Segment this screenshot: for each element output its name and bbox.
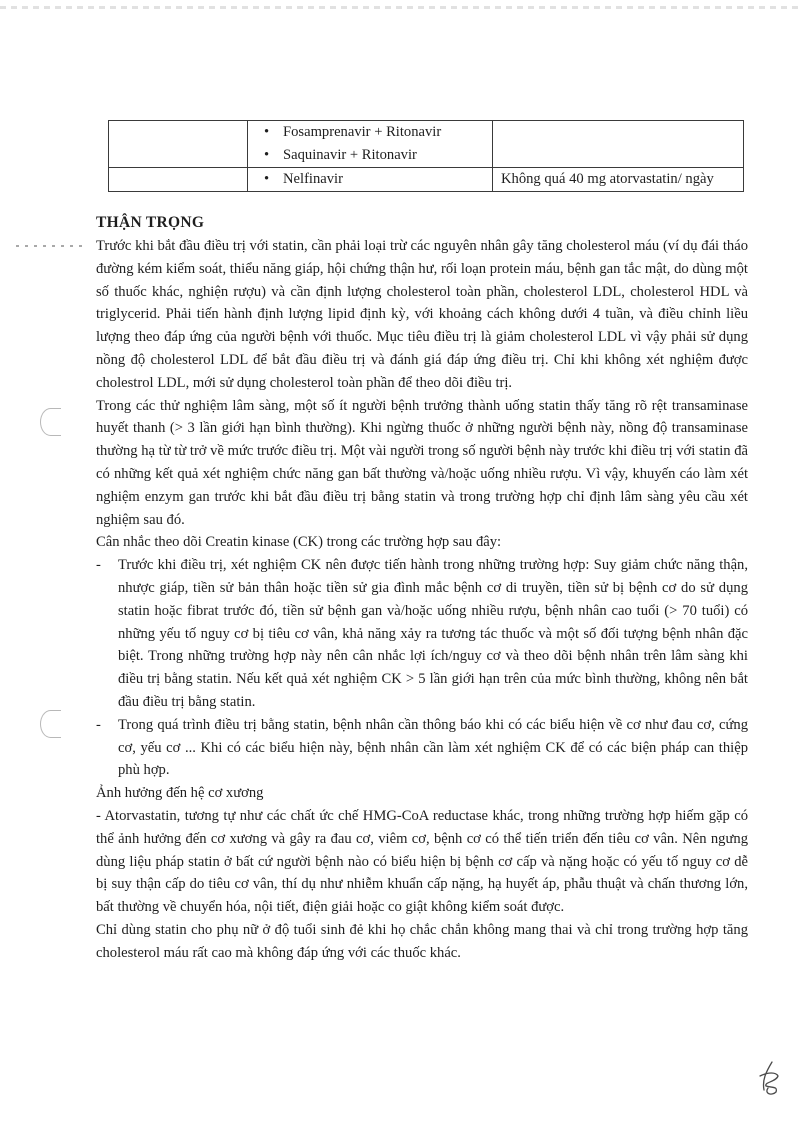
- drug-interaction-table: [108, 120, 744, 192]
- table-row: [109, 168, 744, 192]
- list-item: [96, 554, 748, 714]
- drug-list-item: [258, 168, 492, 191]
- drug-name: Nelfinavir: [283, 171, 343, 187]
- table-row: [109, 121, 744, 168]
- drug-list-item: [258, 144, 492, 167]
- paragraph-transaminase: Trong các thử nghiệm lâm sàng, một số ít người bệnh trưởng thành uống statin thấy tăng rõ rệt transaminase huyết thanh (> 3 lần giới hạn bình thường). Khi ngừng thuốc ở những người bệnh này, nồng độ transaminase thường hạ từ từ trở về mức trước điều trị. Một vài người trong số người bệnh này trước khi điều trị với statin đã có những kết quả xét nghiệm chức năng gan bất thường và/hoặc uống nhiều rượu. Vì vậy, khuyến cáo làm xét nghiệm enzym gan trước khi bắt đầu điều trị bằng statin và trong trường hợp chỉ định lâm sàng yêu cầu xét nghiệm sau đó.: [96, 397, 748, 528]
- list-item-text: Trước khi điều trị, xét nghiệm CK nên được tiến hành trong những trường hợp: Suy giảm chức năng thận, nhược giáp, tiền sử bản thân hoặc tiền sử gia đình mắc bệnh cơ di truyền, tiền sử bị bệnh cơ do sử dụng statin hoặc fibrat trước đó, tiền sử bệnh gan và/hoặc uống nhiều rượu, bệnh nhân cao tuổi (> 70 tuổi) có những yếu tố nguy cơ bị tiêu cơ vân, khả năng xảy ra tương tác thuốc và một số đối tượng bệnh nhân đặc biệt. Trong những trường hợp này nên cân nhắc lợi ích/nguy cơ và theo dõi bệnh nhân trên lâm sàng khi điều trị bằng statin. Nếu kết quả xét nghiệm CK > 5 lần giới hạn trên của mức bình thường, không nên bắt đầu điều trị bằng statin.: [118, 557, 748, 710]
- bullet: •: [264, 171, 270, 187]
- drug-list-item: [258, 121, 492, 144]
- paragraph-musculoskeletal: - Atorvastatin, tương tự như các chất ức chế HMG-CoA reductase khác, trong những trường hợp hiếm gặp có thể ảnh hưởng đến cơ xương và gây ra đau cơ, viêm cơ, bệnh cơ có thể tiến triển đến tiêu cơ vân. Nên ngưng dùng liệu pháp statin ở bất cứ người bệnh nào có biểu hiện bị bệnh cơ cấp và nặng hoặc có yếu tố nguy cơ dễ bị suy thận cấp do tiêu cơ vân, thí dụ như nhiễm khuẩn cấp nặng, hạ huyết áp, phẫu thuật và chấn thương lớn, bất thường về chuyển hóa, nội tiết, điện giải hoặc co giật không kiểm soát được.: [96, 807, 748, 916]
- paragraph-lipid-testing: Trước khi bắt đầu điều trị với statin, cần phải loại trừ các nguyên nhân gây tăng cholesterol máu (ví dụ đái tháo đường kém kiểm soát, thiểu năng giáp, hội chứng thận hư, rối loạn protein máu, bệnh gan tắc mật, do dùng một số thuốc khác, nghiện rượu) và cần định lượng cholesterol toàn phần, cholesterol LDL, cholesterol HDL và triglycerid. Phải tiến hành định lượng lipid định kỳ, với khoảng cách không dưới 4 tuần, và điều chỉnh liều lượng theo đáp ứng của người bệnh với thuốc. Mục tiêu điều trị là giảm cholesterol LDL vì vậy phải sử dụng nồng độ cholesterol LDL để bắt đầu điều trị và đánh giá đáp ứng điều trị. Chỉ khi không xét nghiệm được cholestrol LDL, mới sử dụng cholesterol toàn phần để theo dõi điều trị.: [96, 238, 748, 391]
- subsection-title: Ảnh hưởng đến hệ cơ xương: [96, 785, 264, 802]
- list-item-text: Trong quá trình điều trị bằng statin, bệnh nhân cần thông báo khi có các biểu hiện về cơ như đau cơ, cứng cơ, yếu cơ ... Khi có các biểu hiện này, bệnh nhân cần làm xét nghiệm CK để có các biện pháp can thiệp phù hợp.: [118, 716, 748, 779]
- table-cell-drugs: [248, 121, 493, 168]
- dash-marker: -: [96, 557, 101, 574]
- margin-scan-mark: [16, 245, 86, 247]
- punch-hole-mark: [40, 408, 61, 436]
- bullet: •: [264, 124, 270, 140]
- dash-marker: -: [96, 716, 101, 733]
- drug-name: Fosamprenavir + Ritonavir: [283, 124, 442, 140]
- bullet: •: [264, 147, 270, 163]
- drug-name: Saquinavir + Ritonavir: [283, 147, 417, 163]
- section-heading: THẬN TRỌNG: [96, 214, 205, 231]
- signature-stroke: [760, 1062, 778, 1094]
- punch-hole-mark: [40, 710, 61, 738]
- table-cell-dose: Không quá 40 mg atorvastatin/ ngày: [493, 168, 744, 192]
- table-cell-empty: [109, 121, 248, 168]
- list-item: [96, 714, 748, 782]
- paragraph-ck-intro: Cân nhắc theo dõi Creatin kinase (CK) trong các trường hợp sau đây:: [96, 534, 502, 551]
- table-cell-empty: [109, 168, 248, 192]
- signature-mark: [752, 1058, 786, 1100]
- table-cell-dose: [493, 121, 744, 168]
- table-cell-drugs: [248, 168, 493, 192]
- precautions-section: [96, 210, 748, 965]
- paragraph-women-childbearing: Chỉ dùng statin cho phụ nữ ở độ tuổi sinh đẻ khi họ chắc chắn không mang thai và chỉ trong trường hợp tăng cholesterol máu rất cao mà không đáp ứng với các thuốc khác.: [96, 921, 748, 961]
- scan-artifact-top: [0, 6, 800, 9]
